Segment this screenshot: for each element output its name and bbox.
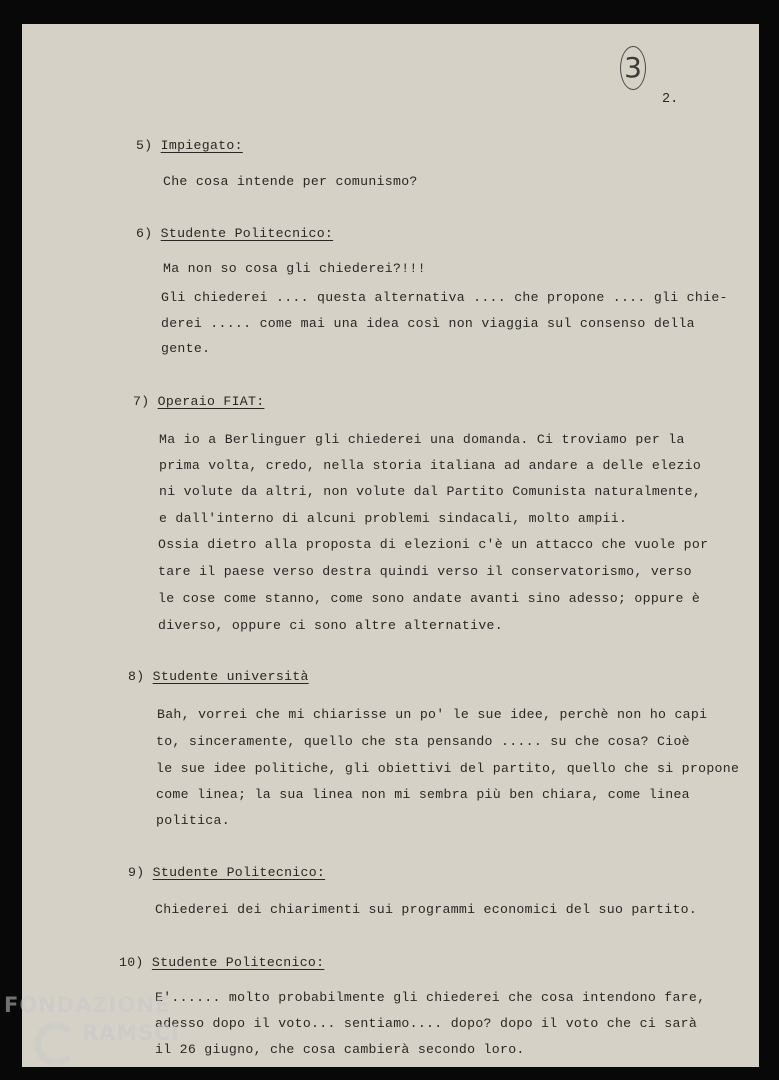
document-page (22, 24, 759, 1067)
entry-line: le cose come stanno, come sono andate avanti sino adesso; oppure è (158, 591, 701, 606)
entry-line: diverso, oppure ci sono altre alternative. (158, 618, 503, 633)
entry-line: Bah, vorrei che mi chiarisse un po' le sue idee, perchè non ho capi (157, 707, 708, 722)
entry-line: il 26 giugno, che cosa cambierà secondo loro. (155, 1042, 525, 1057)
entry-number: 10) (119, 955, 144, 970)
entry-7-header (133, 394, 264, 409)
entry-line: to, sinceramente, quello che sta pensando ..... su che cosa? Cioè (156, 734, 690, 749)
entry-line: derei ..... come mai una idea così non viaggia sul consenso della (161, 316, 695, 331)
entry-line: prima volta, credo, nella storia italiana ad andare a delle elezio (159, 458, 702, 473)
watermark-line1: FONDAZIONE (4, 993, 171, 1017)
entry-number: 8) (128, 669, 145, 684)
entry-line: Che cosa intende per comunismo? (163, 174, 418, 189)
entry-line: adesso dopo il voto... sentiamo.... dopo? dopo il voto che ci sarà (155, 1016, 698, 1031)
entry-number: 5) (136, 138, 153, 153)
speaker-label: Studente Politecnico: (152, 865, 326, 880)
circled-page-number: 3 (620, 46, 646, 90)
page-number: 2. (662, 92, 679, 107)
entry-line: Ma non so cosa gli chiederei?!!! (163, 261, 426, 276)
entry-line: E'...... molto probabilmente gli chiederei che cosa intendono fare, (155, 990, 706, 1005)
entry-line: tare il paese verso destra quindi verso il conservatorismo, verso (158, 564, 692, 579)
speaker-label: Operaio FIAT: (157, 394, 265, 409)
watermark-logo (4, 993, 180, 1045)
entry-line: ni volute da altri, non volute dal Partito Comunista naturalmente, (159, 484, 702, 499)
entry-number: 6) (136, 226, 153, 241)
entry-5-header (136, 138, 243, 153)
entry-line: gente. (161, 341, 211, 356)
speaker-label: Studente Politecnico: (160, 226, 334, 241)
entry-line: Gli chiederei .... questa alternativa .... che propone .... gli chie- (161, 290, 728, 305)
speaker-label: Studente università (152, 669, 309, 684)
entry-number: 7) (133, 394, 150, 409)
entry-8-header (128, 669, 309, 684)
entry-line: politica. (156, 813, 230, 828)
entry-line: come linea; la sua linea non mi sembra più ben chiara, come linea (156, 787, 690, 802)
watermark-g-icon (34, 1022, 78, 1066)
entry-line: Ma io a Berlinguer gli chiederei una domanda. Ci troviamo per la (159, 432, 685, 447)
entry-line: Chiederei dei chiarimenti sui programmi economici del suo partito. (155, 902, 698, 917)
entry-line: Ossia dietro alla proposta di elezioni c'è un attacco che vuole por (158, 537, 709, 552)
entry-line: e dall'interno di alcuni problemi sindacali, molto ampii. (159, 511, 628, 526)
entry-line: le sue idee politiche, gli obiettivi del partito, quello che si propone (156, 761, 740, 776)
speaker-label: Impiegato: (160, 138, 243, 153)
entry-10-header (119, 955, 324, 970)
watermark-line2: RAMSCI (82, 1021, 180, 1045)
entry-9-header (128, 865, 325, 880)
speaker-label: Studente Politecnico: (151, 955, 325, 970)
entry-6-header (136, 226, 333, 241)
entry-number: 9) (128, 865, 145, 880)
